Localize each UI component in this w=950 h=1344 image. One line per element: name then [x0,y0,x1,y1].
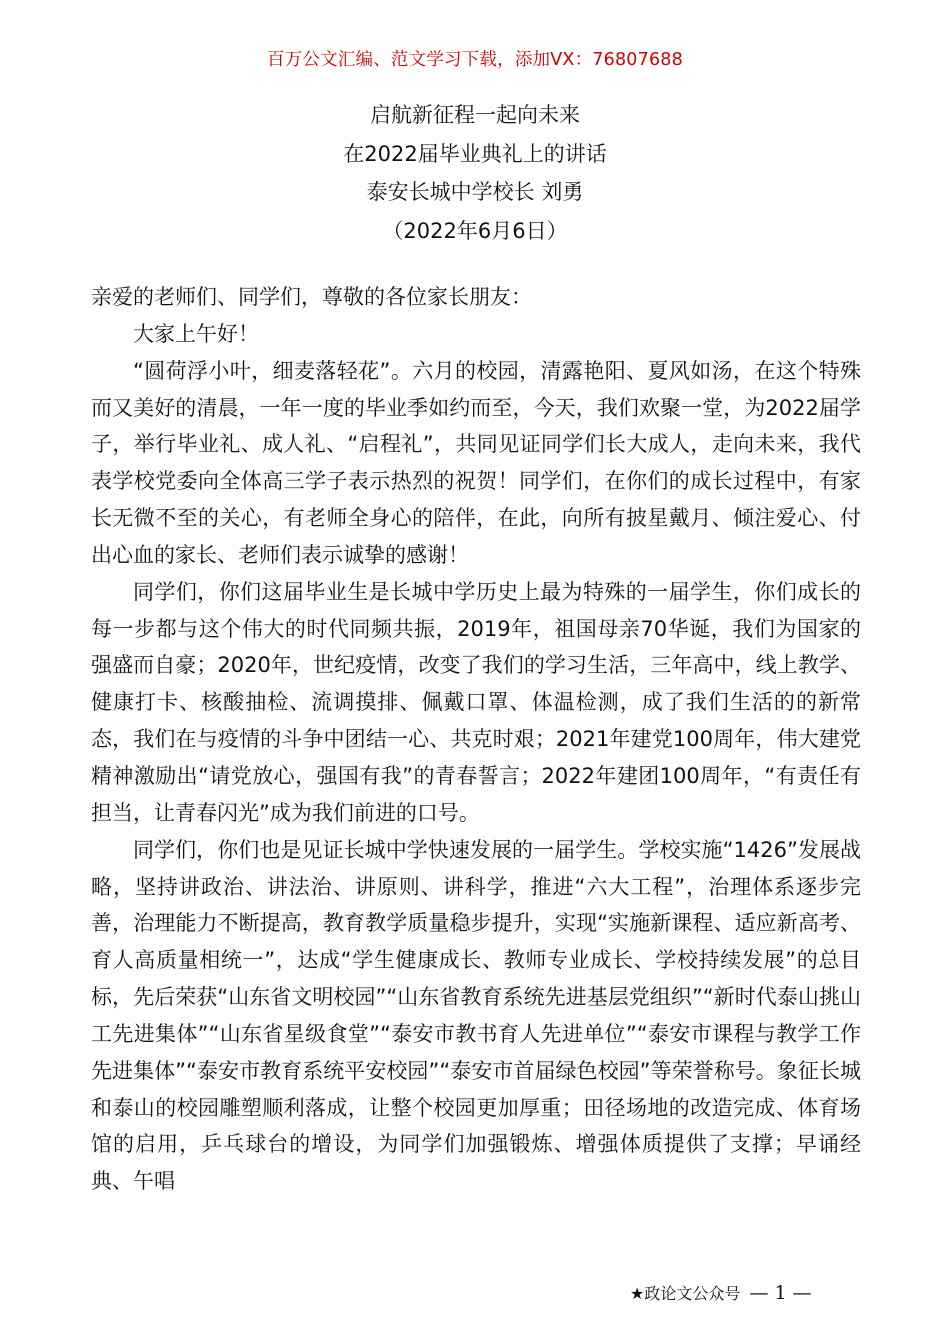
paragraph: 同学们，你们也是见证长城中学快速发展的一届学生。学校实施“1426”发展战略，坚持讲政治、讲法治、讲原则、讲科学，推进“六大工程”，治理体系逐步完善，治理能力不断提高，教育教学质量稳步提升，实现“实施新课程、适应新高考、育人高质量相统一”，达成“学生健康成长、教师专业成长、学校持续发展”的总目标，先后荣获“山东省文明校园”“山东省教育系统先进基层党组织”“新时代泰山挑山工先进集体”“山东省星级食堂”“泰安市教书育人先进单位”“泰安市课程与教学工作先进集体”“泰安市教育系统平安校园”“泰安市首届绿色校园”等荣誉称号。象征长城和泰山的校园雕塑顺利落成，让整个校园更加厚重；田径场地的改造完成、体育场馆的启用，乒乓球台的增设，为同学们加强锻炼、增强体质提供了支撑；早诵经典、午唱 [91,837,861,1194]
greeting: 大家上午好！ [133,321,259,346]
footer-label: ★政论文公众号 [630,1284,741,1303]
page-number: — 1 — [749,1282,812,1304]
speech-title: 启航新征程一起向未来 [370,103,580,127]
salutation: 亲爱的老师们、同学们，尊敬的各位家长朋友： [91,285,532,309]
paragraph: “圆荷浮小叶，细麦落轻花”。六月的校园，清露艳阳、夏风如汤，在这个特殊而又美好的清晨，一年一度的毕业季如约而至，今天，我们欢聚一堂，为2022届学子，举行毕业礼、成人礼、“启程礼”，共同见证同学们长大成人，走向未来，我代表学校党委向全体高三学子表示热烈的祝贺！同学们，在你们的成长过程中，有家长无微不至的关心，有老师全身心的陪伴，在此，向所有披星戴月、倾注爱心、付出心血的家长、老师们表示诚挚的感谢！ [91,358,861,567]
watermark-banner: 百万公文汇编、范文学习下载，添加VX：76807688 [267,50,683,70]
speech-subtitle: 在2022届毕业典礼上的讲话 [343,141,607,166]
paragraph: 同学们，你们这届毕业生是长城中学历史上最为特殊的一届学生，你们成长的每一步都与这个伟大的时代同频共振，2019年，祖国母亲70华诞，我们为国家的强盛而自豪；2020年，世纪疫情，改变了我们的学习生活，三年高中，线上教学、健康打卡、核酸抽检、流调摸排、佩戴口罩、体温检测，成了我们生活的的新常态，我们在与疫情的斗争中团结一心、共克时艰；2021年建党100周年，伟大建党精神激励出“请党放心，强国有我”的青春誓言；2022年建团100周年，“有责任有担当，让青春闪光”成为我们前进的口号。 [91,579,861,825]
page-footer [630,1281,870,1304]
speech-title-block [0,96,950,250]
speaker-line: 泰安长城中学校长 刘勇 [366,180,584,204]
speech-date: （2022年6月6日） [382,218,568,243]
speech-body [91,279,861,1200]
